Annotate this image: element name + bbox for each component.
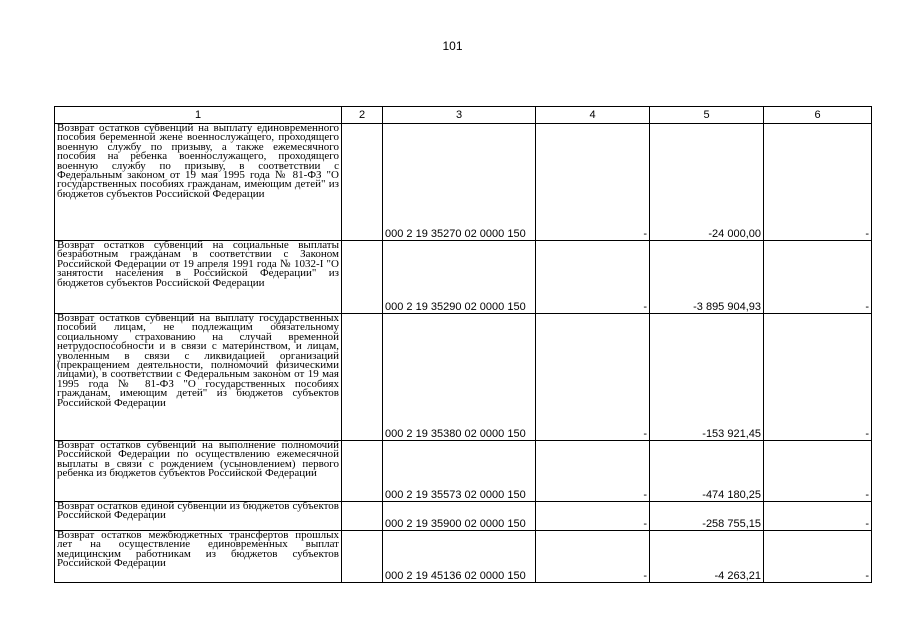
table-row <box>55 441 872 502</box>
row-description: Возврат остатков межбюджетных трансфертов прошлых лет на осуществление единовременных выплат медицинским работникам из бюджетов субъектов Российской Федерации <box>55 531 342 583</box>
row-col6: - <box>764 531 872 583</box>
row-col4: - <box>536 531 650 583</box>
row-code: 000 2 19 35270 02 0000 150 <box>383 124 536 241</box>
row-col2 <box>342 441 383 502</box>
table-row <box>55 314 872 441</box>
table-header-row <box>55 107 872 124</box>
row-amount: -474 180,25 <box>650 441 764 502</box>
column-header-2: 2 <box>342 107 383 124</box>
row-col2 <box>342 531 383 583</box>
column-header-1: 1 <box>55 107 342 124</box>
row-code: 000 2 19 45136 02 0000 150 <box>383 531 536 583</box>
column-header-6: 6 <box>764 107 872 124</box>
column-header-3: 3 <box>383 107 536 124</box>
row-col4: - <box>536 502 650 531</box>
row-col2 <box>342 502 383 531</box>
table-row <box>55 502 872 531</box>
row-description: Возврат остатков субвенций на социальные выплаты безработным гражданам в соответствии с Законом Российской Федерации от 19 апреля 1991 года № 1032-I "О занятости населения в Российской Федерации" из бюджетов субъектов Российской Федерации <box>55 241 342 314</box>
row-amount: -3 895 904,93 <box>650 241 764 314</box>
row-col6: - <box>764 441 872 502</box>
row-col4: - <box>536 124 650 241</box>
row-col6: - <box>764 502 872 531</box>
row-description: Возврат остатков субвенций на выплату государственных пособий лицам, не подлежащим обязательному социальному страхованию на случай временной нетрудоспособности и в связи с материнством, и лицам, уволенным в связи с ликвидацией организаций (прекращением деятельности, полномочий физическими лицами), в соответствии с Федеральным законом от 19 мая 1995 года № 81-ФЗ "О государственных пособиях гражданам, имеющим детей" из бюджетов субъектов Российской Федерации <box>55 314 342 441</box>
page-number: 101 <box>442 39 463 53</box>
column-header-5: 5 <box>650 107 764 124</box>
row-amount: -4 263,21 <box>650 531 764 583</box>
row-description: Возврат остатков субвенций на выполнение полномочий Российской Федерации по осуществлению ежемесячной выплаты в связи с рождением (усыновлением) первого ребенка из бюджетов субъектов Российской Федерации <box>55 441 342 502</box>
row-col4: - <box>536 441 650 502</box>
row-col6: - <box>764 241 872 314</box>
row-col4: - <box>536 314 650 441</box>
budget-table <box>54 106 872 583</box>
row-col4: - <box>536 241 650 314</box>
row-code: 000 2 19 35380 02 0000 150 <box>383 314 536 441</box>
column-header-4: 4 <box>536 107 650 124</box>
row-amount: -153 921,45 <box>650 314 764 441</box>
row-col2 <box>342 124 383 241</box>
row-code: 000 2 19 35900 02 0000 150 <box>383 502 536 531</box>
row-amount: -24 000,00 <box>650 124 764 241</box>
row-description: Возврат остатков субвенций на выплату единовременного пособия беременной жене военнослужащего, проходящего военную службу по призыву, а также ежемесячного пособия на ребенка военнослужащего, проходящего военную службу по призыву, в соответствии с Федеральным законом от 19 мая 1995 года № 81-ФЗ "О государственных пособиях гражданам, имеющим детей" из бюджетов субъектов Российской Федерации <box>55 124 342 241</box>
row-code: 000 2 19 35573 02 0000 150 <box>383 441 536 502</box>
table-row <box>55 124 872 241</box>
row-col6: - <box>764 314 872 441</box>
row-amount: -258 755,15 <box>650 502 764 531</box>
table-row <box>55 241 872 314</box>
row-col6: - <box>764 124 872 241</box>
table-row <box>55 531 872 583</box>
row-col2 <box>342 314 383 441</box>
row-description: Возврат остатков единой субвенции из бюджетов субъектов Российской Федерации <box>55 502 342 531</box>
row-col2 <box>342 241 383 314</box>
row-code: 000 2 19 35290 02 0000 150 <box>383 241 536 314</box>
